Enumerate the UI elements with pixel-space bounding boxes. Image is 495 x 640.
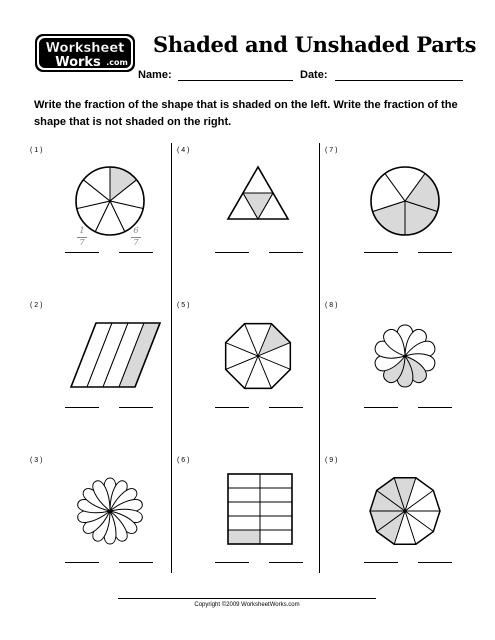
shaded-answer-field[interactable] [65,562,99,563]
fraction-shape-flower [360,311,450,401]
fraction-shape-parallelogram [65,311,155,401]
problem-number: ( 2 ) [30,302,43,309]
instructions: Write the fraction of the shape that is shaded on the left. Write the fraction of the shape that is not shaded on the right. [34,99,458,128]
grid-cell [228,488,260,502]
shape-part [243,167,273,193]
shaded-answer-field[interactable] [364,252,398,253]
problem-number: ( 5 ) [177,302,190,309]
grid-cell [228,530,260,544]
unshaded-answer-field[interactable] [418,252,452,253]
fraction-shape-grid [213,466,303,556]
name-field[interactable] [178,80,293,81]
example-fraction [129,227,143,248]
fraction-numerator: 6 [133,226,139,236]
date-label: Date: [300,69,328,81]
fraction-shape-triangle [213,156,303,246]
date-field[interactable] [335,80,463,81]
shaded-answer-field[interactable] [364,562,398,563]
fraction-shape-octagon [213,311,303,401]
fraction-shape-decagon [360,466,450,556]
grid-cell [260,530,292,544]
problem-number: ( 1 ) [30,147,43,154]
unshaded-answer-field[interactable] [269,407,303,408]
fraction-denominator: 7 [79,238,85,248]
problem-number: ( 9 ) [325,457,338,464]
shaded-answer-field[interactable] [215,252,249,253]
unshaded-answer-field[interactable] [269,562,303,563]
shaded-answer-field[interactable] [65,407,99,408]
problem-number: ( 8 ) [325,302,338,309]
unshaded-answer-field[interactable] [119,252,153,253]
column-divider [319,143,320,573]
column-divider [171,143,172,573]
fraction-numerator: 1 [79,226,85,236]
page-title: Shaded and Unshaded Parts [153,32,477,57]
problem-number: ( 3 ) [30,457,43,464]
shaded-answer-field[interactable] [215,562,249,563]
problem-number: ( 4 ) [177,147,190,154]
unshaded-answer-field[interactable] [119,407,153,408]
unshaded-answer-field[interactable] [418,562,452,563]
grid-cell [260,474,292,488]
unshaded-answer-field[interactable] [269,252,303,253]
worksheetworks-logo [34,33,136,73]
fraction-denominator: 7 [133,238,139,248]
grid-cell [228,516,260,530]
grid-cell [228,474,260,488]
footer-divider [118,598,376,599]
svg-text:Works [55,55,101,70]
problem-number: ( 6 ) [177,457,190,464]
grid-cell [228,502,260,516]
logo-text-top: Worksheet [45,41,125,56]
logo-text-bottom: Works [55,55,101,70]
fraction-shape-circle [360,156,450,246]
fraction-shape-flower [65,466,155,556]
unshaded-answer-field[interactable] [119,562,153,563]
example-fraction [75,227,89,248]
grid-cell [260,516,292,530]
grid-cell [260,488,292,502]
copyright: Copyright ©2009 WorksheetWorks.com [194,602,300,608]
name-label: Name: [138,69,172,81]
problem-number: ( 7 ) [325,147,338,154]
shaded-answer-field[interactable] [364,407,398,408]
shaded-answer-field[interactable] [215,407,249,408]
shaded-answer-field[interactable] [65,252,99,253]
grid-cell [260,502,292,516]
logo-text-suffix: .com [106,58,128,67]
unshaded-answer-field[interactable] [418,407,452,408]
